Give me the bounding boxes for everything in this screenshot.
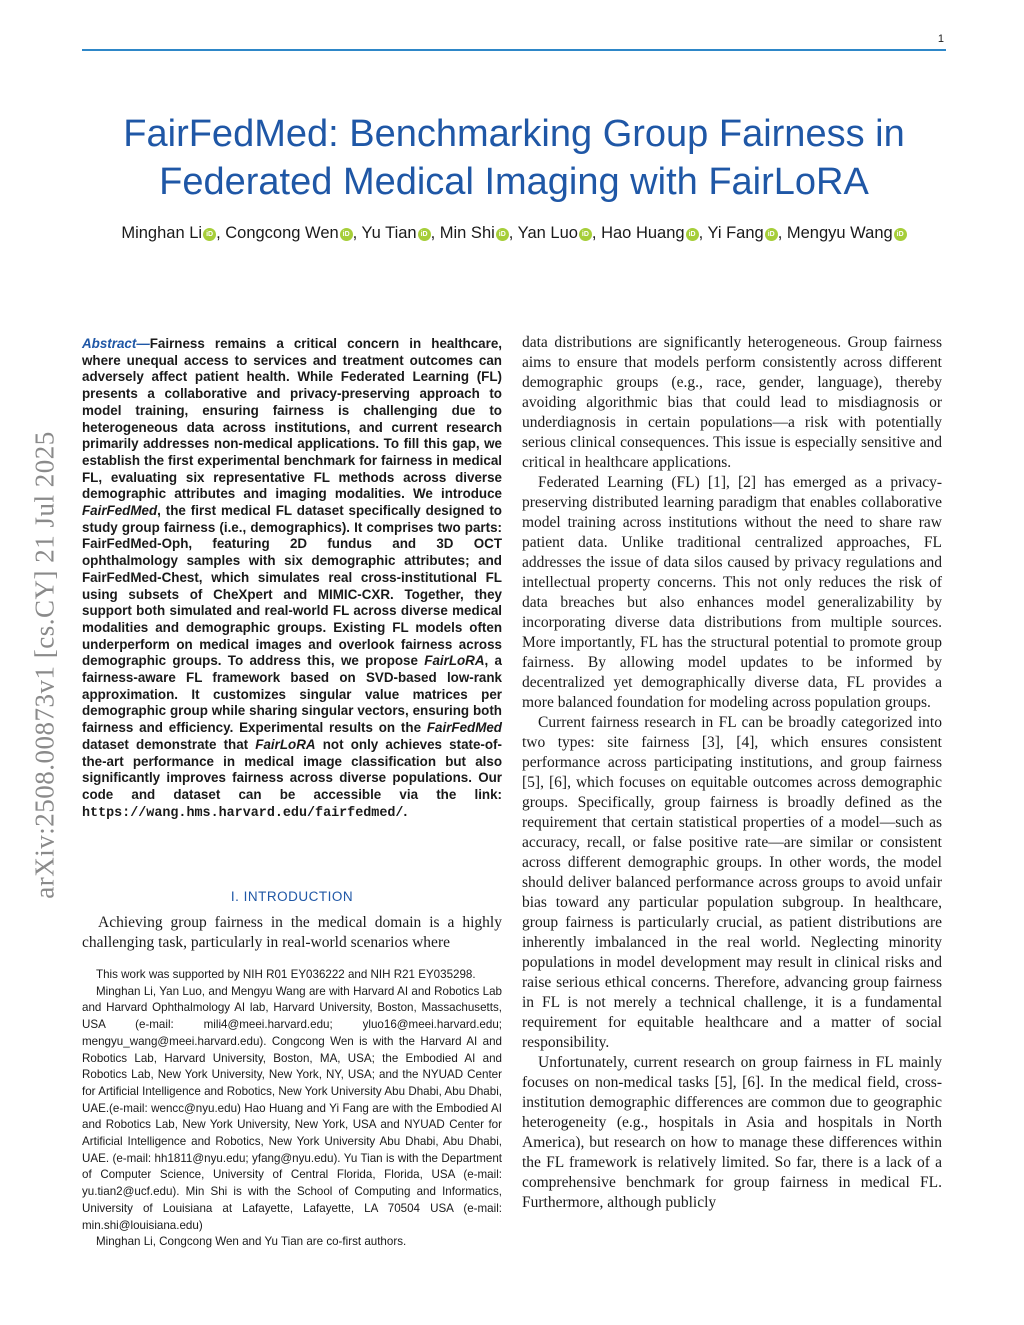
orcid-icon[interactable]: iD (686, 228, 699, 241)
orcid-icon[interactable]: iD (203, 228, 216, 241)
orcid-icon[interactable]: iD (340, 228, 353, 241)
orcid-icon[interactable]: iD (579, 228, 592, 241)
author-name: Congcong Wen (225, 224, 339, 242)
abstract-text: not only achieves state-of-the-art performance in medical image classification but also significantly improves fairness across diverse populations. Our code and dataset can be accessible via the link: (82, 736, 502, 802)
author-name: Min Shi (439, 224, 495, 242)
paragraph: Federated Learning (FL) [1], [2] has emerged as a privacy-preserving distributed learning paradigm that enables collaborative model training across institutions without the need to share raw patient data. Unlike traditional centralized approaches, FL addresses the issue of data silos caused by privacy regulations and intellectual property concerns. This not only reduces the risk of data breaches but also enhances model generalizability by incorporating diverse data distributions from multiple sources. More importantly, FL has the structural potential to promote group fairness. By allowing model updates to be informed by decentralized yet demographically diverse data, FL provides a more balanced foundation for modeling across population groups. (522, 474, 942, 711)
abstract-text: , the first medical FL dataset specifically designed to study group fairness (i.e., demographics). It comprises two parts: FairFedMed-Oph, featuring 2D fundus and 3D OCT ophthalmology samples with six demographic attributes; and FairFedMed-Chest, which simulates real cross-institutional FL using subsets of CheXpert and MIMIC-CXR. Together, they support both simulated and real-world FL across diverse medical modalities and demographic groups. Existing FL models often underperform on medical images and overlook fairness across demographic groups. To address this, we propose (82, 503, 502, 669)
abstract-text: dataset demonstrate that (82, 736, 256, 752)
abstract-emphasis: FairFedMed (82, 503, 158, 519)
arxiv-watermark: arXiv:2508.00873v1 [cs.CY] 21 Jul 2025 (29, 431, 60, 899)
author-name: Yu Tian (361, 224, 417, 242)
footnote-funding: This work was supported by NIH R01 EY036222 and NIH R21 EY035298. (96, 968, 476, 981)
paragraph: Unfortunately, current research on group fairness in FL mainly focuses on non-medical tasks [5], [6]. In the medical field, cross-institution demographic differences are common due to geographic heterogeneity (e.g., hospitals in Asia and hospitals in North America), but research on how to manage these differences within the FL framework is relatively limited. So far, there is a lack of a comprehensive benchmark for group fairness in medical FL. Furthermore, although publicly (522, 1054, 942, 1211)
page-number: 1 (937, 33, 944, 45)
paragraph: Achieving group fairness in the medical domain is a highly challenging task, particularly in real-world scenarios where (82, 914, 502, 951)
title-line-2: Federated Medical Imaging with FairLoRA (159, 161, 869, 203)
abstract-emphasis: FairLoRA (424, 653, 485, 669)
orcid-icon[interactable]: iD (496, 228, 509, 241)
paper-title (82, 110, 946, 206)
author-name: Hao Huang (601, 224, 685, 242)
author-name: Minghan Li (121, 224, 203, 242)
abstract (82, 336, 502, 822)
orcid-icon[interactable]: iD (765, 228, 778, 241)
title-line-1: FairFedMed: Benchmarking Group Fairness in (123, 113, 905, 155)
orcid-icon[interactable]: iD (894, 228, 907, 241)
right-column-text (522, 333, 942, 1213)
abstract-text: . (403, 803, 408, 819)
abstract-text: , a fairness-aware FL framework based on SVD-based low-rank approximation. It customizes singular value matrices per demographic group while sharing singular vectors, ensuring both fairness and efficiency. Experimental results on the (82, 653, 503, 736)
author-list: Minghan Li iD , Congcong Wen iD , Yu Tian iD , Min Shi iD , Yan Luo iD , Hao Huang iD , Yi Fang iD , Mengyu Wang iD (82, 222, 946, 244)
author-name: Yan Luo (517, 224, 578, 242)
section-heading-introduction: I. INTRODUCTION (230, 889, 354, 904)
project-link[interactable]: https://wang.hms.harvard.edu/fairfedmed/ (82, 805, 404, 821)
abstract-emphasis: FairLoRA (255, 736, 316, 752)
introduction-text (82, 913, 502, 953)
orcid-icon[interactable]: iD (418, 228, 431, 241)
author-name: Yi Fang (707, 224, 764, 242)
footnote-affiliations: Minghan Li, Yan Luo, and Mengyu Wang are with Harvard AI and Robotics Lab and Harvard Ophthalmology AI lab, Harvard University, Boston, Massachusetts, USA (e-mail: mili4@meei.harvard.edu; yluo16@meei.harvard.edu; mengyu_wang@meei.harvard.edu). Congcong Wen is with the Harvard AI and Robotics Lab, Harvard University, Boston, MA, USA; the Embodied AI and Robotics Lab, New York University, New York, NY, USA; and the NYUAD Center for Artificial Intelligence and Robotics, New York University Abu Dhabi, Abu Dhabi, UAE.(e-mail: wencc@nyu.edu) Hao Huang and Yi Fang are with the Embodied AI and Robotics Lab, New York University, New York, USA and NYUAD Center for Artificial Intelligence and Robotics, New York University Abu Dhabi, Abu Dhabi, UAE. (e-mail: hh1811@nyu.edu; yfang@nyu.edu). Yu Tian is with the Department of Computer Science, University of Central Florida, Florida, USA (e-mail: yu.tian2@ucf.edu). Min Shi is with the School of Computing and Informatics, University of Louisiana at Lafayette, Lafayette, LA 70504 USA (e-mail: min.shi@louisiana.edu) (82, 984, 502, 1232)
footnote-cofirst: Minghan Li, Congcong Wen and Yu Tian are co-first authors. (96, 1235, 407, 1249)
footnotes (82, 967, 502, 1251)
header-rule (82, 49, 946, 51)
paragraph: data distributions are significantly heterogeneous. Group fairness aims to ensure that models perform consistently across different demographic groups (e.g., race, gender, language), thereby avoiding algorithmic bias that could lead to misdiagnosis or underdiagnosis in certain populations—a risk with potentially serious clinical consequences. This issue is especially sensitive and critical in healthcare applications. (522, 334, 942, 471)
author-name: Mengyu Wang (786, 224, 893, 242)
abstract-emphasis: FairFedMed (426, 720, 502, 736)
abstract-label: Abstract— (82, 336, 150, 351)
paragraph: Current fairness research in FL can be broadly categorized into two types: site fairness [3], [4], which ensures consistent performance across participating institutions, and group fairness [5], [6], which focuses on equitable outcomes across demographic groups. Specifically, group fairness is broadly defined as the requirement that certain statistical properties of a model—such as accuracy, recall, or false positive rate—are similar or consistent across different demographic groups. In other words, the model should deliver balanced performance across groups to avoid unfair bias toward any particular population subgroup. In healthcare, group fairness is particularly crucial, as patient distributions are inherently imbalanced in the real world. Neglecting minority populations in model development may result in clinical risks and raise serious ethical concerns. Therefore, advancing group fairness in FL is not merely a technical challenge, it is a fundamental requirement for equitable healthcare and a matter of social responsibility. (522, 714, 942, 1051)
abstract-text: Fairness remains a critical concern in healthcare, where unequal access to services and treatment outcomes can adversely affect patient health. While Federated Learning (FL) presents a collaborative and privacy-preserving approach to model training, ensuring fairness is challenging due to heterogeneous data across institutions, and current research primarily addresses non-medical applications. To fill this gap, we establish the first experimental benchmark for fairness in medical FL, evaluating six representative FL methods across diverse demographic attributes and imaging modalities. We introduce (82, 336, 502, 502)
